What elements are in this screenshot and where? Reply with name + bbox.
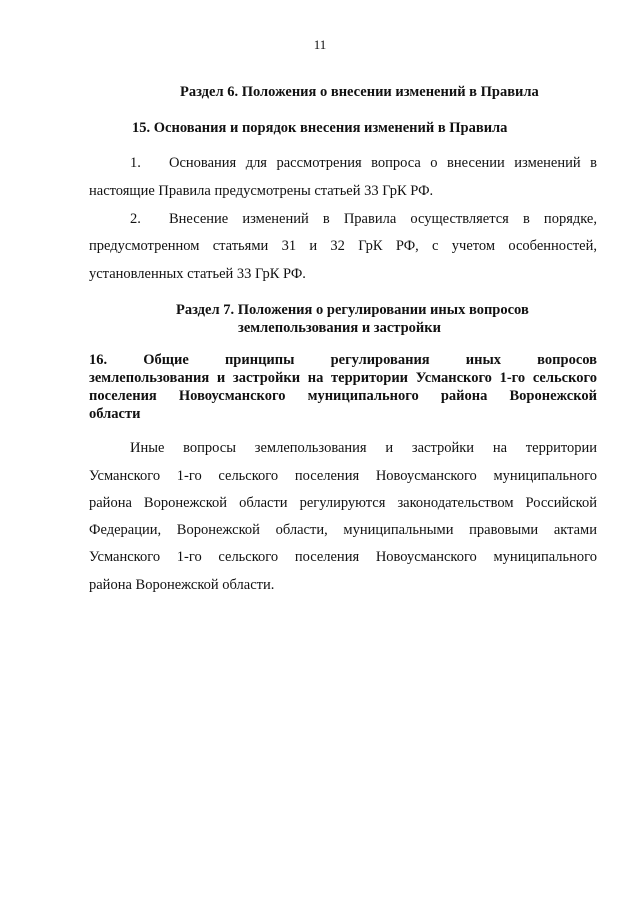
item-1-line-2: настоящие Правила предусмотрены статьей 33 ГрК РФ.: [89, 183, 434, 199]
item-2-line-2: предусмотренном статьями 31 и 32 ГрК РФ, с учетом особенностей,: [89, 238, 597, 254]
section-7-title-line-1: Раздел 7. Положения о регулировании иных вопросов: [176, 302, 529, 318]
item-2-line-1: Внесение изменений в Правила осуществляется в порядке,: [169, 211, 597, 227]
body-line-3: района Воронежской области регулируются законодательством Российской: [89, 495, 597, 511]
body-line-2: Усманского 1-го сельского поселения Новоусманского муниципального: [89, 468, 597, 484]
body-line-6: района Воронежской области.: [89, 577, 275, 593]
page-number: 11: [313, 37, 327, 52]
item-1-line-1: Основания для рассмотрения вопроса о внесении изменений в: [169, 155, 597, 171]
body-line-5: Усманского 1-го сельского поселения Новоусманского муниципального: [89, 549, 597, 565]
item-2-line-3: установленных статьей 33 ГрК РФ.: [89, 266, 306, 282]
section-6-title: Раздел 6. Положения о внесении изменений в Правила: [180, 84, 539, 100]
subsection-16-title-line-2: землепользования и застройки на территории Усманского 1-го сельского: [89, 370, 597, 386]
item-1-number: 1.: [130, 155, 141, 171]
subsection-16-title-line-4: области: [89, 406, 141, 422]
subsection-16-title-line-3: поселения Новоусманского муниципального района Воронежской: [89, 388, 597, 404]
item-2-number: 2.: [130, 211, 141, 227]
body-line-4: Федерации, Воронежской области, муниципальными правовыми актами: [89, 522, 597, 538]
body-line-1: Иные вопросы землепользования и застройки на территории: [130, 440, 597, 456]
subsection-16-title-line-1: 16. Общие принципы регулирования иных вопросов: [89, 352, 597, 368]
subsection-15-title: 15. Основания и порядок внесения изменений в Правила: [132, 120, 508, 136]
section-7-title-line-2: землепользования и застройки: [238, 320, 441, 336]
